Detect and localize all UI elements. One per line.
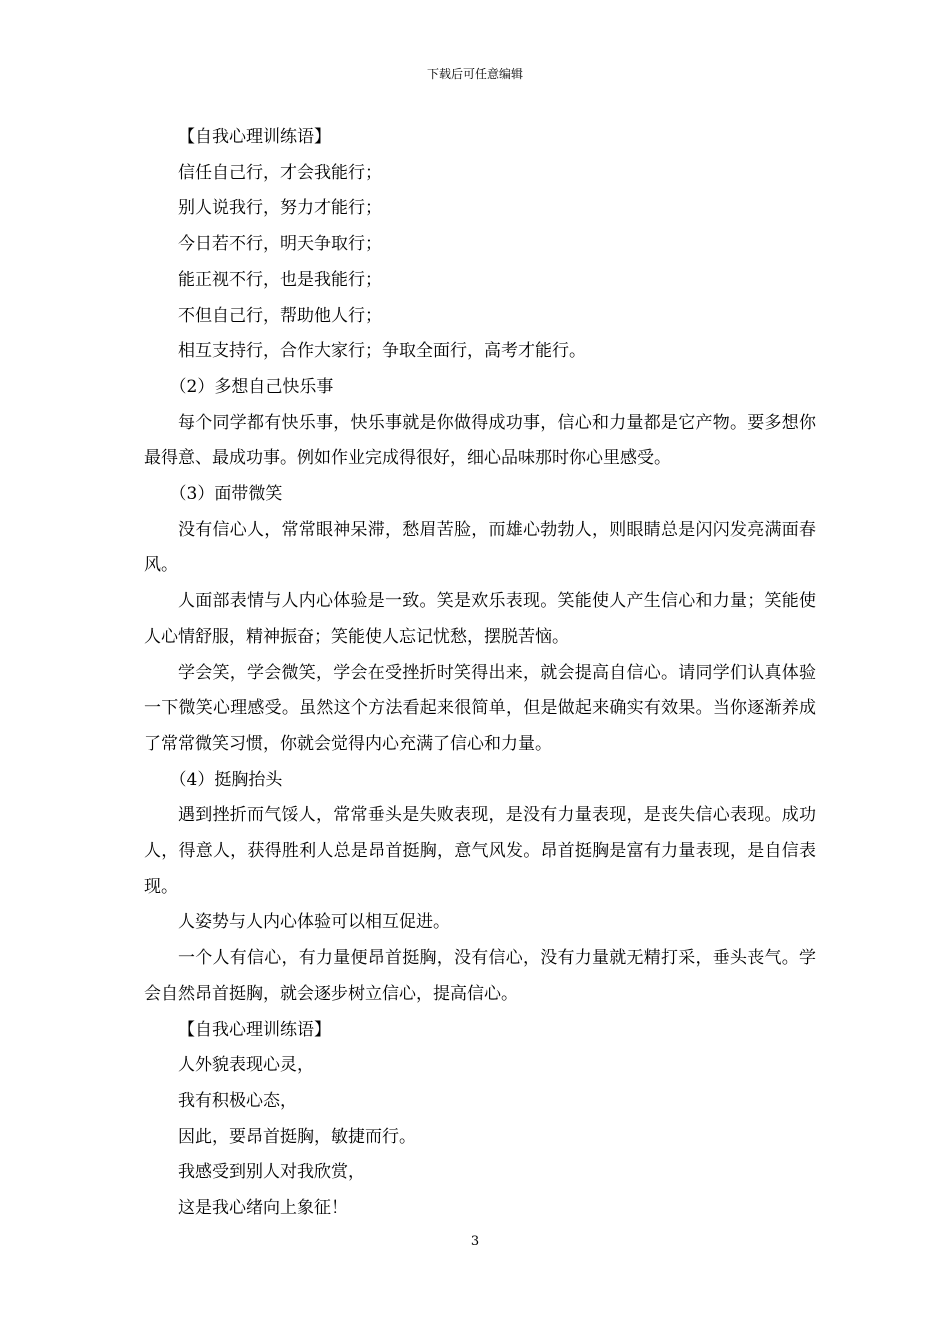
paragraph: 一个人有信心，有力量便昂首挺胸，没有信心，没有力量就无精打采，垂头丧气。学会自然昂首挺胸，就会逐步树立信心，提高信心。 bbox=[144, 948, 816, 1004]
paragraph: 学会笑，学会微笑，学会在受挫折时笑得出来，就会提高自信心。请同学们认真体验一下微笑心理感受。虽然这个方法看起来很简单，但是做起来确实有效果。当你逐渐养成了常常微笑习惯，你就会觉得内心充满了信心和力量。 bbox=[144, 662, 816, 754]
paragraph: 人外貌表现心灵， bbox=[178, 1055, 314, 1076]
paragraph: 遇到挫折而气馁人，常常垂头是失败表现，是没有力量表现，是丧失信心表现。成功人，得意人，获得胜利人总是昂首挺胸，意气风发。昂首挺胸是富有力量表现，是自信表现。 bbox=[144, 805, 816, 897]
section-heading: 【自我心理训练语】 bbox=[178, 1019, 331, 1040]
paragraph: 我感受到别人对我欣赏， bbox=[178, 1162, 365, 1183]
paragraph: 我有积极心态， bbox=[178, 1090, 297, 1111]
page-number: 3 bbox=[470, 1234, 480, 1249]
paragraph: 相互支持行，合作大家行；争取全面行，高考才能行。 bbox=[178, 341, 586, 362]
subheading: （2）多想自己快乐事 bbox=[169, 376, 334, 397]
paragraph: 人姿势与人内心体验可以相互促进。 bbox=[178, 912, 450, 933]
subheading: （3）面带微笑 bbox=[169, 484, 283, 505]
paragraph: 人面部表情与人内心体验是一致。笑是欢乐表现。笑能使人产生信心和力量；笑能使人心情舒服，精神振奋；笑能使人忘记忧愁，摆脱苦恼。 bbox=[144, 591, 816, 647]
subheading: （4）挺胸抬头 bbox=[169, 769, 283, 790]
paragraph: 不但自己行，帮助他人行； bbox=[178, 305, 382, 326]
paragraph: 每个同学都有快乐事，快乐事就是你做得成功事，信心和力量都是它产物。要多想你最得意、最成功事。例如作业完成得很好，细心品味那时你心里感受。 bbox=[144, 412, 816, 469]
page-header: 下载后可任意编辑 bbox=[426, 67, 523, 81]
paragraph: 这是我心绪向上象征！ bbox=[178, 1198, 348, 1219]
paragraph: 别人说我行，努力才能行； bbox=[178, 198, 382, 219]
document-body bbox=[144, 120, 816, 1227]
paragraph: 能正视不行，也是我能行； bbox=[178, 269, 382, 290]
paragraph: 信任自己行，才会我能行； bbox=[178, 162, 382, 183]
section-heading: 【自我心理训练语】 bbox=[178, 127, 331, 147]
paragraph: 没有信心人，常常眼神呆滞，愁眉苦脸，而雄心勃勃人，则眼睛总是闪闪发亮满面春风。 bbox=[144, 519, 816, 576]
paragraph: 因此，要昂首挺胸，敏捷而行。 bbox=[178, 1126, 416, 1147]
paragraph: 今日若不行，明天争取行； bbox=[178, 234, 382, 255]
